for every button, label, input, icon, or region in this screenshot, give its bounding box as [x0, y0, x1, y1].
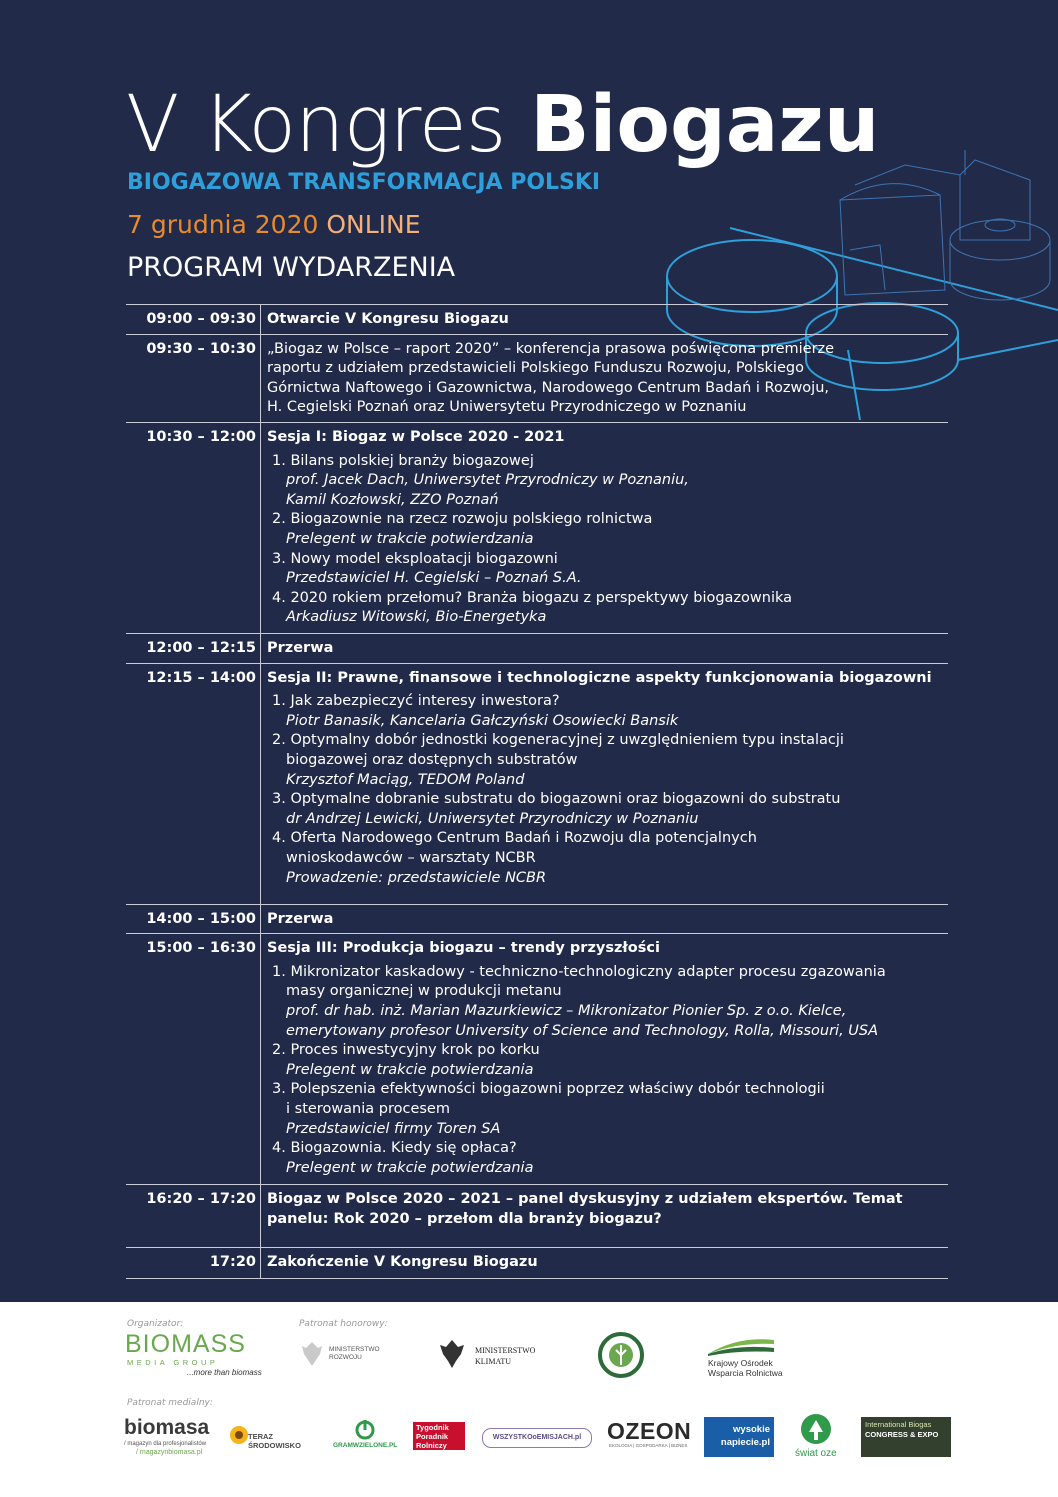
schedule-time: 16:20 – 17:20 [126, 1185, 261, 1247]
ministry-agriculture-seal-icon [598, 1332, 644, 1378]
speaker: prof. dr hab. inż. Marian Mazurkiewicz – Mikronizator Pionier Sp. z o.o. Kielce, [286, 1002, 847, 1019]
schedule-row [126, 1248, 948, 1279]
kowr-text [708, 1358, 783, 1378]
session-title: Przerwa [267, 639, 334, 656]
schedule-time: 09:00 – 09:30 [126, 305, 261, 334]
speaker: emerytowany profesor University of Science and Technology, Rolla, Missouri, USA [286, 1022, 879, 1039]
wysokie-b: napiecie.pl [720, 1437, 770, 1448]
biomasa-url: / magazynbiomasa.pl [136, 1449, 203, 1456]
session-title: Sesja II: Prawne, finansowe i technologiczne aspekty funkcjonowania biogazowni [267, 669, 932, 686]
biomass-logo: BIOMASS [125, 1330, 246, 1358]
schedule-body [261, 905, 948, 934]
session-title: Zakończenie V Kongresu Biogazu [267, 1254, 538, 1271]
date-text: 7 grudnia 2020 [127, 210, 319, 239]
tpr-a: Tygodnik [416, 1423, 449, 1432]
honor-label: Patronat honorowy: [299, 1319, 388, 1329]
session-title: Przerwa [267, 910, 334, 927]
speaker: Przedstawiciel firmy Toren SA [286, 1120, 501, 1137]
eagle-emblem-icon-2 [438, 1338, 466, 1370]
agenda-item: 4. Biogazownia. Kiedy się opłaca? [272, 1140, 517, 1157]
sunflower-icon [228, 1424, 250, 1446]
schedule-body [261, 1248, 948, 1278]
speaker: Prelegent w trakcie potwierdzania [286, 1061, 534, 1078]
agenda-item: 3. Optymalne dobranie substratu do biogazowni oraz biogazowni do substratu [272, 791, 841, 808]
schedule-time: 17:20 [126, 1248, 261, 1278]
agenda-item: 1. Bilans polskiej branży biogazowej [272, 452, 534, 469]
wszystko-o-emisjach-logo: WSZYSTKOoEMISJACH.pl [482, 1428, 592, 1448]
schedule-time: 12:15 – 14:00 [126, 664, 261, 904]
event-title [126, 80, 879, 170]
biomasa-sub: / magazyn dla profesjonalistów [124, 1441, 207, 1447]
media-label: Patronat medialny: [127, 1398, 213, 1408]
online-text: ONLINE [326, 210, 421, 239]
event-date [127, 210, 421, 239]
international-biogas-logo [861, 1417, 951, 1457]
agenda-item: 2. Optymalny dobór jednostki kogeneracyjnej z uwzględnieniem typu instalacji [272, 732, 844, 749]
wysokie-a: wysokie [733, 1424, 770, 1435]
schedule-time: 15:00 – 16:30 [126, 934, 261, 1184]
biomass-tag: ...more than biomass [187, 1368, 262, 1377]
ministry-rozwoju: MINISTERSTWO ROZWOJU [329, 1346, 380, 1361]
schedule-body [261, 1185, 948, 1247]
teraz-srodowisko-logo: TERAZ ŚRODOWISKO [248, 1432, 301, 1450]
description-line: „Biogaz w Polsce – raport 2020” – konferencja prasowa poświęcona premierze [267, 340, 835, 357]
kowr-text-b: Wsparcia Rolnictwa [708, 1368, 783, 1378]
schedule-body [261, 335, 948, 422]
speaker: dr Andrzej Lewicki, Uniwersytet Przyrodniczy w Poznaniu [286, 810, 699, 827]
schedule-body [261, 934, 948, 1184]
session-title: Sesja I: Biogaz w Polsce 2020 - 2021 [267, 428, 565, 445]
agenda-item: 4. 2020 rokiem przełomu? Branża biogazu z perspektywy biogazownika [272, 589, 793, 606]
schedule-row [126, 905, 948, 935]
kowr-text-a: Krajowy Ośrodek [708, 1358, 773, 1368]
agenda-item: masy organicznej w produkcji metanu [286, 983, 562, 1000]
intl-a: International Biogas [865, 1420, 932, 1429]
schedule-row [126, 335, 948, 423]
agenda-item: 1. Jak zabezpieczyć interesy inwestora? [272, 693, 560, 710]
tpr-c: Rolniczy [416, 1441, 447, 1450]
gramwzielone-logo: GRAMWZIELONE.PL [333, 1442, 398, 1449]
schedule-row [126, 304, 948, 335]
biomass-sub: MEDIA GROUP [127, 1358, 219, 1367]
agenda-item: 1. Mikronizator kaskadowy - techniczno-technologiczny adapter procesu zgazowania [272, 963, 886, 980]
agenda-item: 3. Nowy model eksploatacji biogazowni [272, 550, 558, 567]
schedule-row [126, 664, 948, 905]
ozeon-sub: EKOLOGIA | GOSPODARKA | BIZNES [609, 1443, 688, 1448]
agenda-item: 4. Oferta Narodowego Centrum Badań i Rozwoju dla potencjalnych [272, 830, 757, 847]
swiat-oze-logo: świat oze [795, 1448, 837, 1459]
speaker: Przedstawiciel H. Cegielski – Poznań S.A. [286, 570, 582, 587]
description-line: Górnictwa Naftowego i Gazownictwa, Narodowego Centrum Badań i Rozwoju, [267, 379, 830, 396]
tree-icon [799, 1412, 833, 1446]
schedule-time: 10:30 – 12:00 [126, 423, 261, 633]
speaker: Kamil Kozłowski, ZZO Poznań [286, 491, 499, 508]
session-title: Biogaz w Polsce 2020 – 2021 – panel dyskusyjny z udziałem ekspertów. Temat panelu: Rok 2020 – przełom dla branży biogazu? [267, 1191, 903, 1227]
schedule-row [126, 634, 948, 664]
biomasa-logo: biomasa [124, 1416, 210, 1439]
organizer-label: Organizator: [127, 1319, 184, 1329]
eagle-emblem-icon [300, 1340, 324, 1368]
agenda-item: wnioskodawców – warsztaty NCBR [286, 849, 536, 866]
power-icon [354, 1418, 376, 1440]
description-line: H. Cegielski Poznań oraz Uniwersytetu Przyrodniczego w Poznaniu [267, 399, 747, 416]
program-heading: PROGRAM WYDARZENIA [127, 252, 456, 283]
schedule-body [261, 423, 948, 633]
speaker: Prelegent w trakcie potwierdzania [286, 1159, 534, 1176]
speaker: Krzysztof Maciąg, TEDOM Poland [286, 771, 525, 788]
sponsors-footer [0, 1302, 1058, 1497]
schedule-row [126, 423, 948, 634]
kowr-logo-icon [708, 1336, 774, 1356]
session-title: Otwarcie V Kongresu Biogazu [267, 311, 509, 327]
intl-b: CONGRESS & EXPO [865, 1430, 939, 1439]
tpr-b: Poradnik [416, 1432, 449, 1441]
speaker: Prowadzenie: przedstawiciele NCBR [286, 869, 547, 886]
tygodnik-poradnik-logo [413, 1422, 465, 1450]
schedule-time: 09:30 – 10:30 [126, 335, 261, 422]
event-subtitle: BIOGAZOWA TRANSFORMACJA POLSKI [127, 170, 601, 195]
agenda-item: 3. Polepszenia efektywności biogazowni poprzez właściwy dobór technologii [272, 1081, 825, 1098]
ministry-klimatu-b: KLIMATU [475, 1357, 511, 1366]
agenda-item: 2. Biogazownie na rzecz rozwoju polskiego rolnictwa [272, 511, 653, 528]
speaker: Piotr Banasik, Kancelaria Gałczyński Osowiecki Bansik [286, 712, 679, 729]
schedule-body [261, 664, 948, 904]
schedule-row [126, 1185, 948, 1248]
speaker: Arkadiusz Witowski, Bio-Energetyka [286, 609, 547, 626]
description-line: raportu z udziałem przedstawicieli Polskiego Funduszu Rozwoju, Polskiego [267, 360, 804, 377]
schedule-table [126, 304, 948, 1279]
title-bold: Biogazu [530, 80, 880, 170]
schedule-row [126, 934, 948, 1185]
schedule-body [261, 305, 948, 334]
ministry-klimatu [475, 1345, 535, 1367]
agenda-item: biogazowej oraz dostępnych substratów [286, 751, 578, 768]
speaker: Prelegent w trakcie potwierdzania [286, 530, 534, 547]
wysokie-napiecie-logo [704, 1417, 774, 1457]
ministry-klimatu-a: MINISTERSTWO [475, 1346, 536, 1355]
title-light: V Kongres [126, 80, 506, 170]
agenda-item: 2. Proces inwestycyjny krok po korku [272, 1042, 540, 1059]
speaker: prof. Jacek Dach, Uniwersytet Przyrodniczy w Poznaniu, [286, 472, 689, 489]
schedule-time: 12:00 – 12:15 [126, 634, 261, 663]
schedule-time: 14:00 – 15:00 [126, 905, 261, 934]
session-title: Sesja III: Produkcja biogazu – trendy przyszłości [267, 940, 660, 957]
ozeon-logo: OZEON [607, 1418, 692, 1444]
agenda-item: i sterowania procesem [286, 1100, 450, 1117]
schedule-body [261, 634, 948, 663]
